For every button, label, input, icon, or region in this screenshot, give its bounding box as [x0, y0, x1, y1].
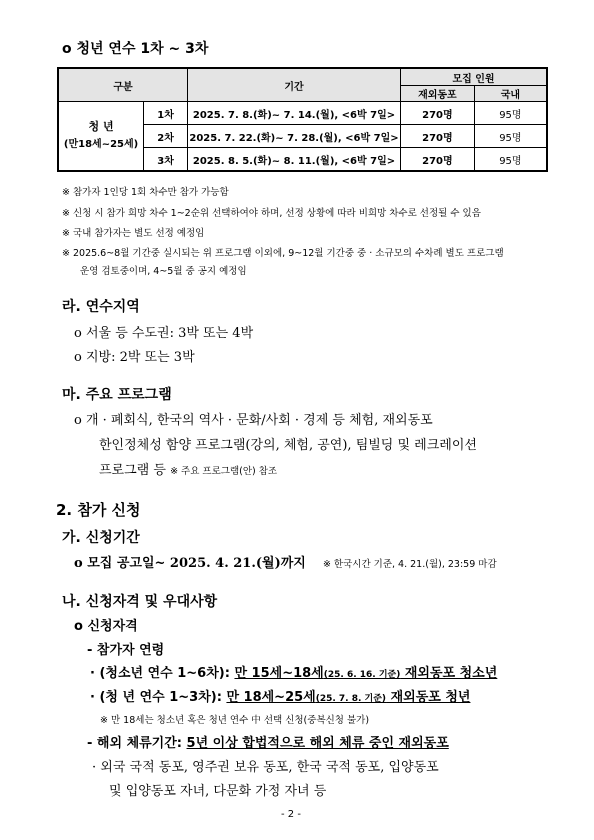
overseas-cell: 270명 [401, 148, 475, 172]
round-cell: 3차 [144, 148, 188, 172]
note-2: ※ 신청 시 참가 희망 차수 1~2순위 선택하여야 하며, 선정 상황에 따라 비희망 차수로 선정될 수 있음 [62, 208, 481, 219]
table-row [58, 102, 547, 125]
domestic-cell: 95명 [474, 102, 547, 125]
overseas-cell: 270명 [401, 125, 475, 148]
program-reference-note: ※ 주요 프로그램(안) 참조 [170, 466, 278, 477]
apply-section-title: 2. 참가 신청 [56, 501, 141, 519]
domestic-cell: 95명 [474, 148, 547, 172]
young-age-line [90, 686, 470, 705]
header-group: 구분 [58, 68, 187, 102]
page-number: - 2 - [281, 809, 301, 820]
young-age-date: (25. 7. 8. 기준) [315, 694, 387, 704]
youth-age-prefix: · (청소년 연수 1~6차): [90, 666, 235, 681]
apply-period-note: ※ 한국시간 기준, 4. 21.(월), 23:59 마감 [322, 559, 497, 570]
header-period: 기간 [187, 68, 400, 102]
apply-period-item: o 모집 공고일~ 2025. 4. 21.(월)까지 [74, 556, 306, 571]
young-age-range [226, 690, 470, 705]
stay-prefix: - 해외 체류기간: [87, 736, 187, 751]
round-cell: 2차 [144, 125, 188, 148]
program-line-2: 한인정체성 함양 프로그램(강의, 체험, 공연), 팀빌딩 및 레크레이션 [99, 438, 477, 453]
header-recruit: 모집 인원 [401, 68, 547, 86]
region-item-local: o 지방: 2박 또는 3박 [74, 350, 195, 365]
period-cell: 2025. 7. 22.(화)~ 7. 28.(월), <6박 7일> [187, 125, 400, 148]
group-cell [58, 102, 144, 172]
youth-age-line [90, 662, 497, 681]
age-title: - 참가자 연령 [87, 643, 165, 658]
age-note: ※ 만 18세는 청소년 혹은 청년 연수 中 선택 신청(중복신청 불가) [100, 715, 370, 726]
program-line-1: o 개 · 폐회식, 한국의 역사 · 문화/사회 · 경제 등 체험, 재외동포 [74, 413, 433, 428]
group-label: 청 년 [88, 120, 114, 133]
young-age-tail: 재외동포 청년 [386, 690, 471, 705]
youth-age-range [234, 666, 497, 681]
domestic-cell: 95명 [474, 125, 547, 148]
header-domestic: 국내 [474, 86, 547, 102]
stay-main: 5년 이상 합법적으로 해외 체류 중인 재외동포 [186, 736, 449, 751]
program-line-3-text: 프로그램 등 [99, 463, 166, 478]
note-4-cont: 운영 검토중이며, 4~5월 중 공지 예정임 [80, 266, 247, 277]
note-1: ※ 참가자 1인당 1회 차수만 참가 가능함 [62, 187, 229, 198]
region-item-capital: o 서울 등 수도권: 3박 또는 4박 [74, 326, 254, 341]
apply-period-title: 가. 신청기간 [62, 530, 140, 546]
apply-period-row [74, 552, 497, 571]
region-title: 라. 연수지역 [62, 299, 140, 315]
youth-age-main: 만 15세~18세 [234, 666, 324, 681]
program-title: 마. 주요 프로그램 [62, 387, 172, 403]
qualification-subtitle: o 신청자격 [74, 619, 138, 634]
young-age-prefix: · (청 년 연수 1~3차): [90, 690, 227, 705]
stay-detail-line-1: · 외국 국적 동포, 영주권 보유 동포, 한국 국적 동포, 입양동포 [92, 760, 439, 775]
program-line-3 [99, 459, 277, 478]
youth-age-date: (25. 6. 16. 기준) [323, 670, 401, 680]
period-cell: 2025. 8. 5.(화)~ 8. 11.(월), <6박 7일> [187, 148, 400, 172]
stay-line [87, 732, 449, 751]
note-3: ※ 국내 참가자는 별도 선정 예정임 [62, 228, 205, 239]
overseas-cell: 270명 [401, 102, 475, 125]
section-title-youth: o 청년 연수 1차 ~ 3차 [62, 41, 209, 57]
header-overseas: 재외동포 [401, 86, 475, 102]
schedule-table [57, 67, 548, 172]
group-age: (만18세~25세) [63, 139, 139, 150]
young-age-main: 만 18세~25세 [226, 690, 316, 705]
period-cell: 2025. 7. 8.(화)~ 7. 14.(월), <6박 7일> [187, 102, 400, 125]
round-cell: 1차 [144, 102, 188, 125]
qualification-title: 나. 신청자격 및 우대사항 [62, 594, 218, 610]
note-4: ※ 2025.6~8월 기간중 실시되는 위 프로그램 이외에, 9~12월 기간중 중 · 소규모의 수차례 별도 프로그램 [62, 248, 504, 259]
stay-detail-line-2: 및 입양동포 자녀, 다문화 가정 자녀 등 [109, 784, 327, 799]
youth-age-tail: 재외동포 청소년 [400, 666, 498, 681]
